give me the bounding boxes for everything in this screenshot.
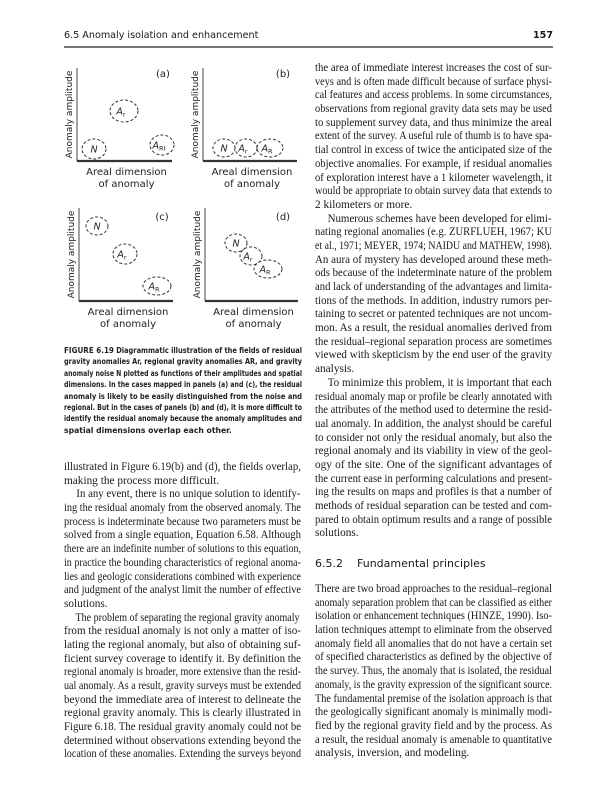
- page-number: 157: [532, 30, 553, 41]
- text-line: of exploration interest have a 1 kilometer wavelength, it: [315, 171, 552, 184]
- caption-line: [64, 425, 302, 436]
- text-line: there are an indefinite number of solutions to this equation,: [64, 543, 301, 556]
- field-label: [232, 239, 239, 250]
- field-subscript: r: [123, 253, 127, 262]
- field-label: [258, 265, 271, 277]
- field-label: [242, 252, 253, 264]
- field-symbol: A: [148, 281, 155, 293]
- field-symbol: N: [90, 144, 98, 156]
- text-line: from the residual anomaly is not only a matter of iso-: [64, 625, 301, 638]
- text-line: the residual–regional separation process are sometimes: [315, 335, 552, 348]
- text-line: taining to secret or patented techniques are not uncom-: [315, 308, 552, 321]
- text-line: anomaly field all anomalies that do not have a certain set: [315, 637, 552, 650]
- text-line: viewed with skepticism by the end user of the gravity: [315, 349, 552, 362]
- panel-label: (a): [156, 69, 170, 80]
- text-line: and lack of understanding of the advantages and limita-: [315, 281, 552, 293]
- text-line: a result, the residual anomaly is amenable to quantitative: [315, 733, 552, 746]
- text-line: location of these anomalies. Extending the surveys beyond: [64, 748, 301, 761]
- text-line: ogy of the site. One of the significant advantages of: [315, 458, 552, 471]
- field-symbol: A: [117, 249, 124, 261]
- text-line: making the process more difficult.: [64, 474, 220, 487]
- text-line: To minimize this problem, it is important that each: [327, 376, 552, 389]
- text-line: ing the residual anomaly from the observed anomaly. The: [64, 502, 301, 515]
- text-line: determined without observations extending beyond the: [64, 734, 301, 747]
- text-line: the survey. Thus, the anomaly that is isolated, the residual: [315, 665, 552, 678]
- text-line: ual anomaly. As a result, gravity surveys must be extended: [64, 680, 301, 692]
- field-symbol: A: [243, 251, 250, 263]
- y-axis-label: Anomaly amplitude: [191, 70, 201, 159]
- text-line: regional anomaly is broader, more extensive than the resid-: [64, 666, 301, 679]
- text-line: et al., 1971; MEYER, 1974; NAIDU and MATHEW, 1998).: [315, 239, 552, 252]
- text-line: lies and geologic considerations combined with experience: [64, 570, 301, 583]
- panel-label: (d): [275, 212, 291, 223]
- caption-line: [64, 368, 302, 379]
- y-axis-label: Anomaly amplitude: [65, 70, 75, 159]
- field-symbol: A: [116, 106, 123, 118]
- caption-line-text: dimensions. In the cases mapped in panels (a) and (c), the residual: [64, 380, 302, 390]
- caption-line-text: [64, 345, 302, 356]
- field-symbol: A: [238, 143, 245, 155]
- caption-line-text: anomaly is likely to be easily distinguished from the noise and: [64, 391, 302, 401]
- text-line: pared to obtain optimum results and a range of possible: [315, 513, 552, 526]
- y-axis-label: Anomaly amplitude: [193, 210, 203, 299]
- text-line: solutions.: [64, 597, 108, 610]
- section-heading: [315, 557, 500, 570]
- text-line: There are two broad approaches to the residual–regional: [315, 583, 552, 595]
- panel-label: (c): [155, 212, 169, 223]
- x-axis-label: Areal dimension: [211, 167, 293, 178]
- text-line: anomaly, is the gravity expression of the significant source.: [315, 678, 552, 691]
- field-subscript: r: [249, 255, 253, 264]
- field-symbol: A: [152, 140, 160, 152]
- text-line: ods because of the indeterminate nature of the problem: [315, 267, 552, 280]
- text-line: would be appropriate to obtain survey data that extends to: [315, 185, 552, 198]
- y-axis-label: Anomaly amplitude: [67, 210, 77, 299]
- right-column-text-section: [315, 583, 552, 761]
- caption-line-text: gravity anomalies Ar, regional gravity anomalies AR, and gravity: [64, 357, 302, 367]
- text-line: Numerous schemes have been developed for elimi-: [327, 212, 552, 225]
- caption-text: Diagrammatic illustration of the fields of residual: [113, 346, 302, 355]
- right-column-text: [315, 62, 552, 541]
- field-label: [260, 144, 273, 156]
- text-line: solutions.: [315, 527, 359, 540]
- text-line: An aura of mystery has developed around these meth-: [315, 253, 552, 266]
- text-line: residual anomaly map or profile be clearly annotated with: [315, 390, 552, 403]
- text-line: the geologically significant anomaly is minimally modi-: [315, 706, 552, 719]
- caption-line: [64, 356, 302, 367]
- field-symbol: A: [259, 264, 266, 276]
- text-line: The problem of separating the regional gravity anomaly: [75, 611, 300, 624]
- text-line: solved from a single equation, Equation 6.58. Although: [64, 529, 301, 542]
- text-line: The fundamental premise of the isolation approach is that: [315, 692, 552, 705]
- x-axis-label: Areal dimension: [86, 167, 167, 178]
- figure-caption: [64, 345, 302, 436]
- field-subscript: R: [265, 268, 271, 277]
- field-subscript: RI: [159, 144, 166, 153]
- text-line: isolation or enhancement techniques (HINZE, 1990). Iso-: [315, 610, 552, 623]
- text-line: anomaly separation problem that can be classified as either: [315, 596, 552, 609]
- text-line: observations from regional gravity data sets may be used: [315, 103, 552, 116]
- text-line: process is indeterminate because two parameters must be: [64, 515, 301, 528]
- text-line: the current ease in performing calculations and present-: [315, 472, 552, 485]
- field-label: [116, 250, 127, 262]
- text-line: objective anomalies. For example, if residual anomalies: [315, 157, 552, 170]
- text-line: beyond the immediate area of interest to delineate the: [64, 693, 301, 706]
- section-title: Fundamental principles: [357, 557, 486, 570]
- field-symbol: N: [220, 143, 228, 155]
- field-subscript: R: [267, 147, 273, 156]
- section-number: 6.5.2: [315, 557, 343, 570]
- running-header-title: 6.5 Anomaly isolation and enhancement: [64, 30, 259, 41]
- text-line: ficient survey coverage to identify it. By definition the: [64, 652, 301, 665]
- x-axis-label: of anomaly: [98, 179, 155, 190]
- text-line: and judgment of the analyst limit the number of effective: [64, 584, 301, 597]
- field-label: [93, 222, 100, 233]
- caption-line: [64, 402, 302, 413]
- text-line: nating regional anomalies (e.g. ZURFLUEH, 1967; KU: [315, 226, 552, 239]
- caption-line-text: spatial dimensions overlap each other.: [64, 425, 232, 435]
- text-line: methods of residual separation can be tested and com-: [315, 500, 552, 512]
- x-axis-label: Areal dimension: [87, 307, 169, 318]
- panel-label: (b): [275, 69, 291, 80]
- field-subscript: r: [244, 147, 248, 156]
- text-line: to supplement survey data, and thus minimize the areal: [315, 116, 552, 129]
- text-line: in practice the bounding characteristics of regional anoma-: [64, 556, 301, 569]
- caption-line: [64, 345, 302, 356]
- text-line: the area of immediate interest increases the cost of sur-: [315, 62, 552, 74]
- x-axis-label: of anomaly: [224, 179, 280, 190]
- caption-line-text: anomaly noise N plotted as functions of their amplitudes and spatial: [64, 368, 302, 378]
- text-line: extent of the survey. A useful rule of thumb is to have spa-: [315, 130, 552, 143]
- text-line: ing the results on maps and profiles is that a number of: [315, 486, 552, 499]
- text-line: veys and is often made difficult because of surface physi-: [315, 75, 552, 88]
- field-label: [147, 282, 160, 294]
- field-label: [220, 144, 227, 155]
- text-line: the attributes of the method used to determine the resid-: [315, 404, 552, 417]
- text-line: analysis.: [315, 363, 355, 376]
- text-line: tions of the methods. In addition, industry rumors per-: [315, 294, 552, 307]
- field-label: [237, 144, 248, 156]
- text-line: 2 kilometers or more.: [315, 198, 413, 211]
- x-axis-label: of anomaly: [225, 319, 282, 330]
- text-line: fied by the regional gravity field and by the process. As: [315, 719, 552, 732]
- text-line: lating the regional anomaly, but also of obtaining suf-: [64, 638, 301, 651]
- field-symbol: N: [232, 238, 240, 250]
- text-line: In any event, there is no unique solution to identify-: [76, 488, 301, 501]
- text-line: ual anomaly. In addition, the analyst should be careful: [315, 417, 552, 430]
- text-line: tial control in excess of twice the anticipated size of the: [315, 144, 552, 157]
- text-line: cal features and access problems. In some circumstances,: [315, 89, 552, 102]
- field-label: [115, 107, 126, 119]
- field-label: [90, 145, 97, 156]
- caption-line: [64, 391, 302, 402]
- caption-label: FIGURE 6.19: [64, 345, 114, 355]
- text-line: regional gravity anomaly. This is clearly illustrated in: [64, 707, 301, 720]
- caption-line: [64, 379, 302, 390]
- field-subscript: r: [122, 110, 126, 119]
- text-line: analysis, inversion, and modeling.: [315, 747, 470, 760]
- caption-line-text: regional. But in the cases of panels (b) and (d), it is more difficult to: [64, 402, 302, 412]
- x-axis-label: of anomaly: [100, 319, 156, 330]
- caption-line: [64, 413, 302, 424]
- text-line: to consider not only the residual anomaly, but also the: [315, 431, 552, 444]
- text-line: mon. As a result, the residual anomalies derived from: [315, 322, 552, 335]
- text-line: Figure 6.18. The residual gravity anomaly could not be: [64, 721, 301, 734]
- field-symbol: A: [261, 143, 268, 155]
- left-column-text: [64, 461, 301, 762]
- field-label: [152, 141, 166, 153]
- field-subscript: R: [154, 285, 160, 294]
- text-line: illustrated in Figure 6.19(b) and (d), the fields overlap,: [64, 461, 301, 473]
- text-line: of specified characteristics as defined by the objective of: [315, 651, 552, 664]
- x-axis-label: Areal dimension: [213, 307, 294, 318]
- field-symbol: N: [93, 221, 101, 233]
- text-line: regional anomaly and its viability in view of the geol-: [315, 445, 552, 458]
- caption-line-text: identify the residual anomaly because the anomaly amplitudes and: [64, 414, 302, 424]
- text-line: lation techniques attempt to eliminate from the observed: [315, 624, 552, 637]
